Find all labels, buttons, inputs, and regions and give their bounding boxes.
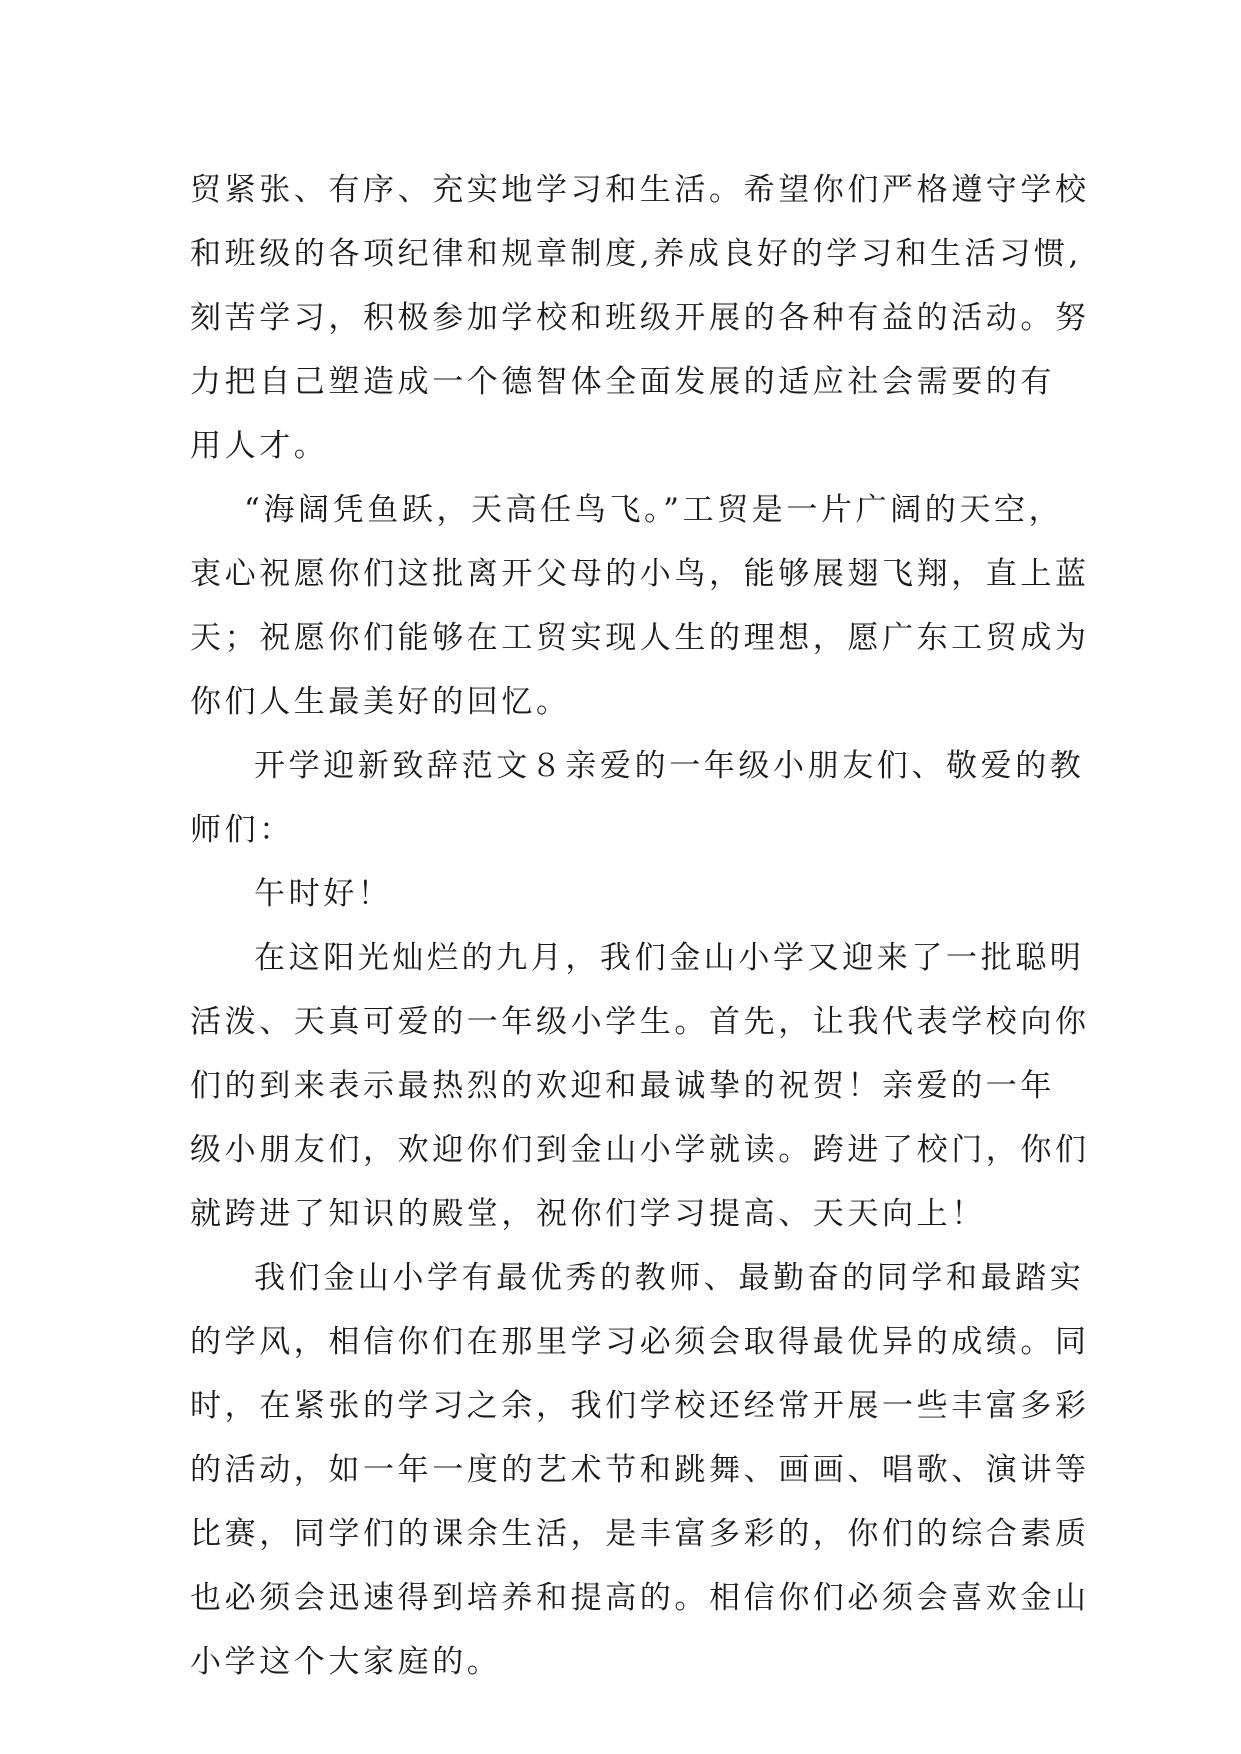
text-line: 天；祝愿你们能够在工贸实现人生的理想，愿广东工贸成为 — [190, 620, 1090, 656]
text-line: 的学风，相信你们在那里学习必须会取得最优异的成绩。同 — [190, 1324, 1090, 1360]
text-line: 刻苦学习，积极参加学校和班级开展的各种有益的活动。努 — [190, 300, 1090, 336]
text-line: 我们金山小学有最优秀的教师、最勤奋的同学和最踏实 — [254, 1260, 1085, 1296]
text-line: 开学迎新致辞范文８亲爱的一年级小朋友们、敬爱的教 — [254, 748, 1085, 784]
text-line: 时，在紧张的学习之余，我们学校还经常开展一些丰富多彩 — [190, 1388, 1090, 1424]
text-line: 午时好！ — [254, 876, 393, 912]
text-line: “海阔凭鱼跃，天高任鸟飞。”工贸是一片广阔的天空， — [244, 492, 1064, 528]
text-line: 力把自己塑造成一个德智体全面发展的适应社会需要的有 — [190, 364, 1055, 400]
text-line: 活泼、天真可爱的一年级小学生。首先，让我代表学校向你 — [190, 1004, 1090, 1040]
text-line: 贸紧张、有序、充实地学习和生活。希望你们严格遵守学校 — [190, 172, 1090, 208]
text-line: 用人才。 — [190, 428, 329, 464]
text-line: 们的到来表示最热烈的欢迎和最诚挚的祝贺！亲爱的一年 — [190, 1068, 1055, 1104]
text-line: 在这阳光灿烂的九月，我们金山小学又迎来了一批聪明 — [254, 940, 1085, 976]
text-line: 级小朋友们，欢迎你们到金山小学就读。跨进了校门，你们 — [190, 1132, 1090, 1168]
text-line: 师们： — [190, 812, 294, 848]
text-line: 小学这个大家庭的。 — [190, 1644, 502, 1680]
text-line: 就跨进了知识的殿堂，祝你们学习提高、天天向上！ — [190, 1196, 986, 1232]
text-line: 你们人生最美好的回忆。 — [190, 684, 571, 720]
text-line: 的活动，如一年一度的艺术节和跳舞、画画、唱歌、演讲等 — [190, 1452, 1090, 1488]
text-line: 衷心祝愿你们这批离开父母的小鸟，能够展翅飞翔，直上蓝 — [190, 556, 1090, 592]
text-line: 也必须会迅速得到培养和提高的。相信你们必须会喜欢金山 — [190, 1580, 1090, 1616]
text-line: 比赛，同学们的课余生活，是丰富多彩的，你们的综合素质 — [190, 1516, 1090, 1552]
text-line: 和班级的各项纪律和规章制度,养成良好的学习和生活习惯, — [190, 236, 1082, 272]
